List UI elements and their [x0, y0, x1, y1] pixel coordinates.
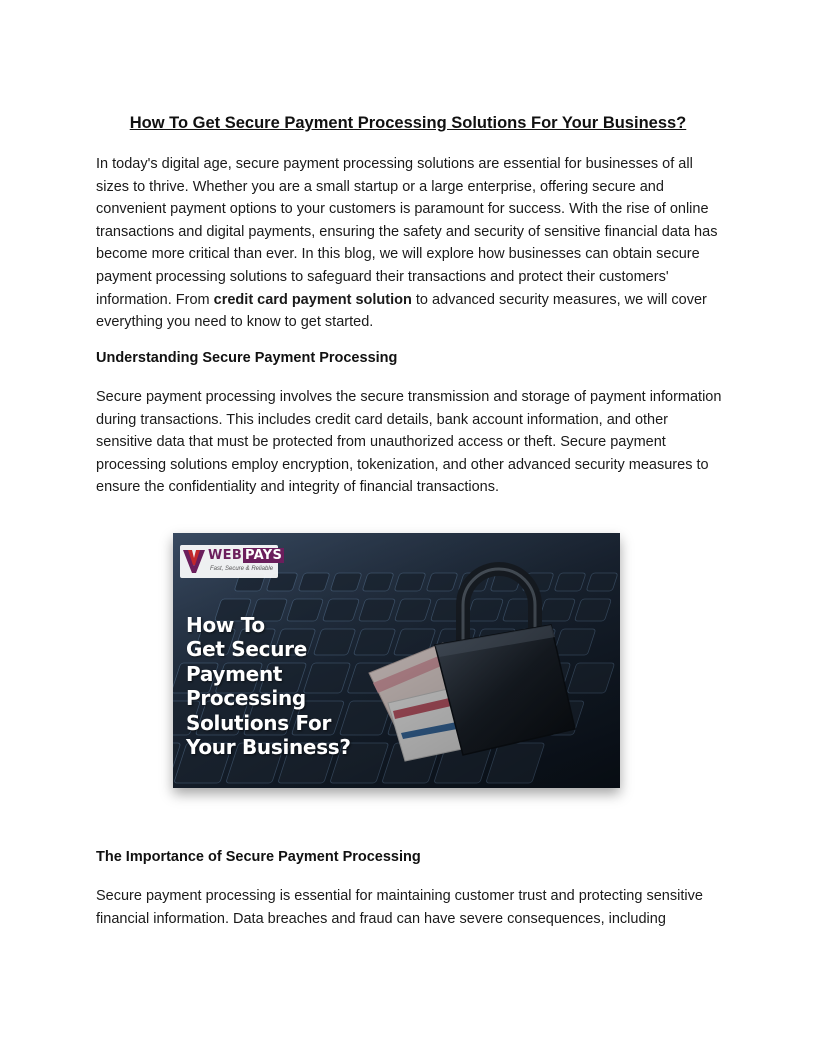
webpays-logo-mark	[183, 548, 205, 574]
section-body-importance: Secure payment processing is essential for maintaining customer trust and protecting sensitive financial information. Data breaches and fraud can have severe consequences, including	[96, 888, 703, 927]
intro-text-start: In today's digital age, secure payment processing solutions are essential for businesses of all sizes to thrive. Whether you are a small startup or a large enterprise, offering secure and convenient payment options to your customers is paramount for success. With the rise of online transactions and digital payments, ensuring the safety and security of sensitive financial data has become more critical than ever. In this blog, we will explore how businesses can obtain secure payment processing solutions to safeguard their transactions and protect their customers' information. From	[96, 156, 718, 308]
document-title: How To Get Secure Payment Processing Solutions For Your Business?	[129, 114, 687, 132]
hero-headline-line: How To	[186, 613, 265, 637]
section-heading-importance: The Importance of Secure Payment Processing	[96, 849, 421, 865]
intro-text-end: to advanced security measures, we will cover everything you need to know to get started.	[96, 291, 707, 331]
intro-paragraph	[96, 153, 726, 334]
hero-headline-line: Solutions For	[186, 710, 332, 735]
logo-tagline: Fast, Secure & Reliable	[210, 566, 274, 572]
logo-web: WEB	[208, 548, 243, 563]
hero-headline-line: Get Secure	[186, 637, 307, 662]
section-heading-understanding: Understanding Secure Payment Processing	[96, 350, 398, 366]
webpays-logo	[180, 545, 283, 578]
hero-headline-line: Payment	[186, 661, 283, 686]
hero-headline	[186, 613, 386, 759]
logo-pays: PAYS	[245, 548, 283, 563]
hero-headline-line: Processing	[186, 686, 306, 711]
section-body-understanding: Secure payment processing involves the secure transmission and storage of payment information during transactions. This includes credit card details, bank account information, and other sensitive data that must be protected from unauthorized access or theft. Secure payment processing solutions employ encryption, tokenization, and other advanced security measures to ensure the confidentiality and integrity of financial transactions.	[96, 389, 722, 496]
logo-wordmark	[208, 548, 284, 563]
hero-headline-line: Your Business?	[186, 735, 351, 760]
hero-image	[173, 533, 620, 788]
intro-bold-phrase: credit card payment solution	[213, 291, 412, 308]
